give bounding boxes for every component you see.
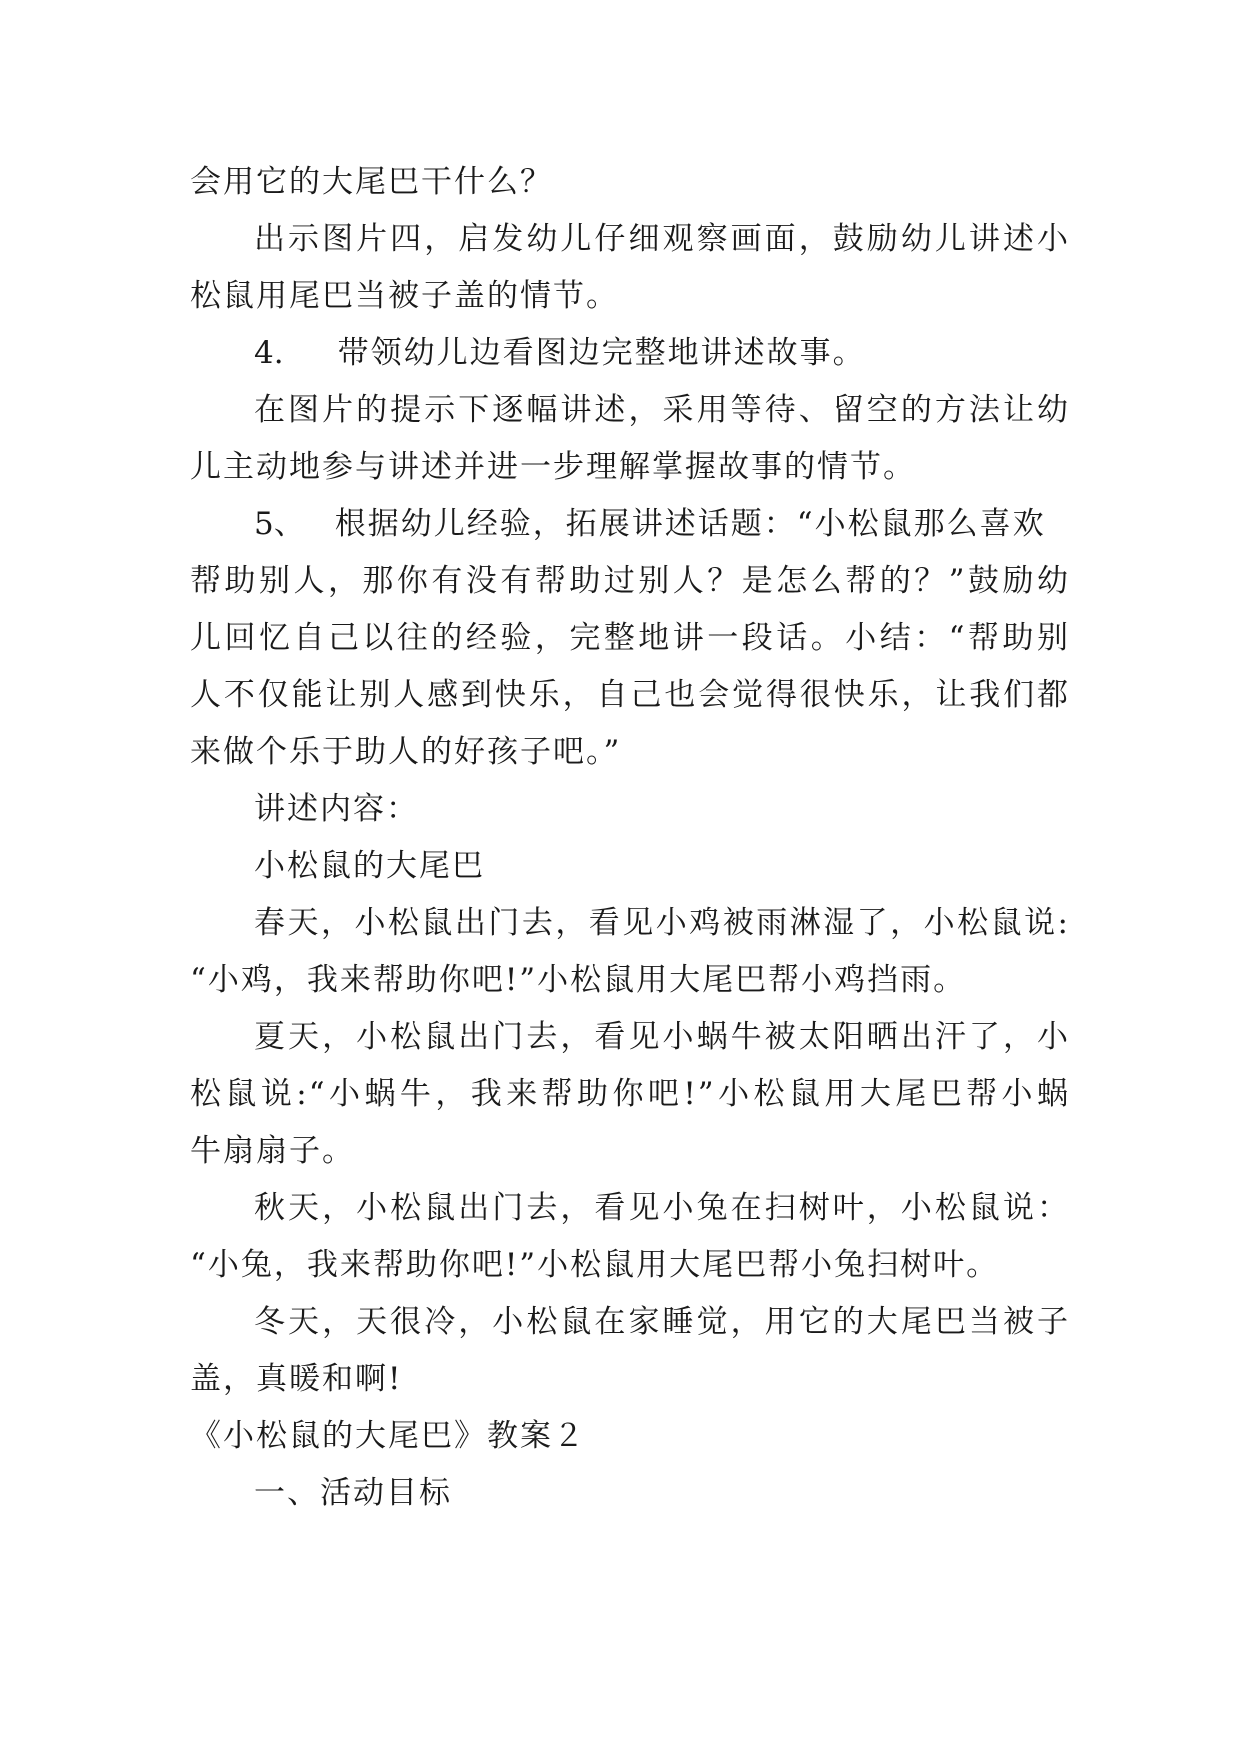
section-label: 讲述内容： [254,791,419,827]
text-line: 秋天，小松鼠出门去，看见小兔在扫树叶，小松鼠说： [254,1190,1070,1226]
text-line: 在图片的提示下逐幅讲述，采用等待、留空的方法让幼 [254,392,1070,428]
story-title: 小松鼠的大尾巴 [254,848,485,884]
list-number: 5、 [254,506,305,542]
list-number: 4. [254,335,284,371]
text-line: 夏天，小松鼠出门去，看见小蜗牛被太阳晒出汗了，小 [254,1019,1070,1055]
text-line: “小兔，我来帮助你吧!”小松鼠用大尾巴帮小兔扫树叶。 [190,1247,1000,1283]
list-item-5 [254,504,1070,544]
text-line: 春天，小松鼠出门去，看见小鸡被雨淋湿了，小松鼠说: [254,905,1070,941]
list-item-text: 带领幼儿边看图边完整地讲述故事。 [337,335,866,371]
text-line: 人不仅能让别人感到快乐，自己也会觉得很快乐，让我们都 [190,677,1070,713]
list-item-text: 根据幼儿经验，拓展讲述话题：“小松鼠那么喜欢 [334,506,1046,542]
text-line: 帮助别人，那你有没有帮助过别人？是怎么帮的？”鼓励幼 [190,563,1070,599]
text-line: 来做个乐于助人的好孩子吧。” [190,734,622,770]
subsection-heading: 一、活动目标 [254,1475,452,1511]
text-line: 松鼠用尾巴当被子盖的情节。 [190,278,619,314]
section-heading: 《小松鼠的大尾巴》教案２ [190,1418,586,1454]
text-line: 儿主动地参与讲述并进一步理解掌握故事的情节。 [190,449,916,485]
text-line: 冬天，天很冷，小松鼠在家睡觉，用它的大尾巴当被子 [254,1304,1070,1340]
text-line: 出示图片四，启发幼儿仔细观察画面，鼓励幼儿讲述小 [254,221,1070,257]
text-line: 盖，真暖和啊! [190,1361,403,1397]
text-line: “小鸡，我来帮助你吧!”小松鼠用大尾巴帮小鸡挡雨。 [190,962,967,998]
text-line: 松鼠说:“小蜗牛，我来帮助你吧!”小松鼠用大尾巴帮小蜗 [190,1076,1070,1112]
text-line: 儿回忆自己以往的经验，完整地讲一段话。小结：“帮助别 [190,620,1070,656]
list-item-4 [254,333,1070,373]
text-line: 牛扇扇子。 [190,1133,355,1169]
text-line: 会用它的大尾巴干什么？ [190,164,553,200]
